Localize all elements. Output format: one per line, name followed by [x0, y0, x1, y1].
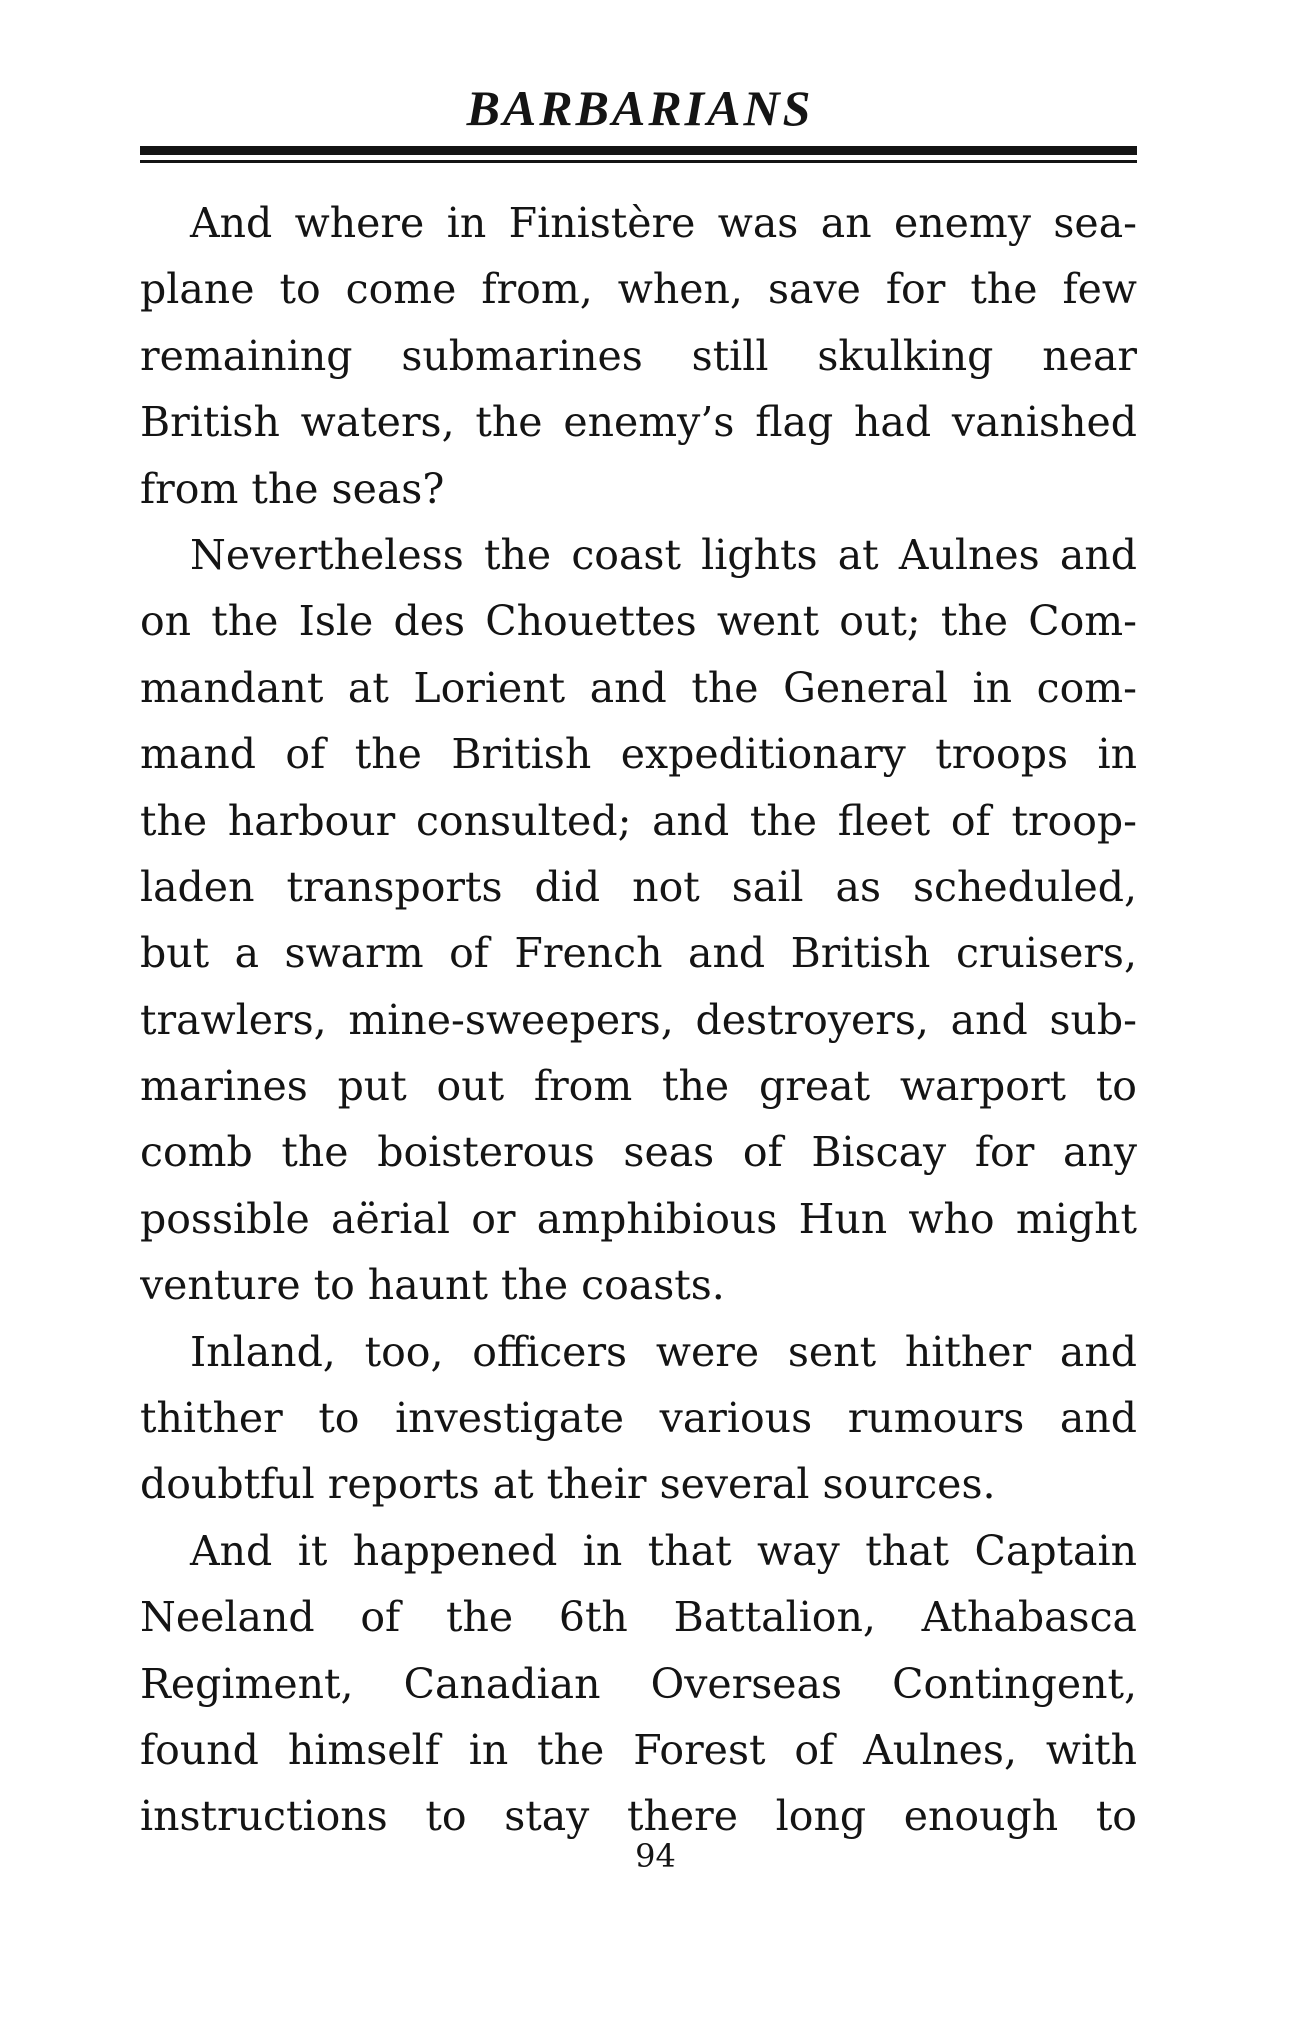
- text-line: mand of the British expeditionary troops in: [140, 730, 1137, 779]
- text-line: And it happened in that way that Captain: [190, 1526, 1137, 1575]
- text-line: comb the boisterous seas of Biscay for any: [140, 1128, 1137, 1177]
- page-number: 94: [635, 1837, 676, 1875]
- text-line: Neeland of the 6th Battalion, Athabasca: [140, 1593, 1137, 1642]
- text-line: but a swarm of French and British cruisers,: [140, 929, 1137, 978]
- text-line: plane to come from, when, save for the few: [140, 265, 1137, 314]
- header-rule-thick: [140, 146, 1137, 155]
- text-line: instructions to stay there long enough to: [140, 1792, 1137, 1841]
- text-line: British waters, the enemy’s flag had vanished: [140, 398, 1137, 447]
- text-line: And where in Finistère was an enemy sea-: [190, 199, 1137, 247]
- header-rule-thin: [140, 160, 1137, 163]
- text-line: remaining submarines still skulking near: [140, 331, 1137, 380]
- text-line: Nevertheless the coast lights at Aulnes and: [190, 530, 1137, 579]
- text-line: Inland, too, officers were sent hither and: [190, 1327, 1137, 1376]
- text-line: the harbour consulted; and the fleet of troop-: [140, 796, 1137, 845]
- text-line: possible aërial or amphibious Hun who might: [140, 1194, 1137, 1243]
- text-line: found himself in the Forest of Aulnes, with: [140, 1725, 1137, 1774]
- text-line: trawlers, mine-sweepers, destroyers, and sub-: [140, 995, 1137, 1044]
- text-line: doubtful reports at their several sources.: [140, 1460, 996, 1509]
- text-line: laden transports did not sail as scheduled,: [140, 862, 1137, 911]
- text-line: mandant at Lorient and the General in com-: [140, 663, 1137, 712]
- text-line: thither to investigate various rumours and: [140, 1394, 1137, 1443]
- running-head-title: BARBARIANS: [466, 80, 814, 136]
- text-line: on the Isle des Chouettes went out; the Com-: [140, 597, 1137, 646]
- text-line: venture to haunt the coasts.: [140, 1261, 725, 1310]
- body-text: [140, 190, 1137, 1850]
- text-line: Regiment, Canadian Overseas Contingent,: [140, 1659, 1137, 1708]
- text-line: marines put out from the great warport to: [140, 1062, 1137, 1111]
- text-line: from the seas?: [140, 464, 445, 513]
